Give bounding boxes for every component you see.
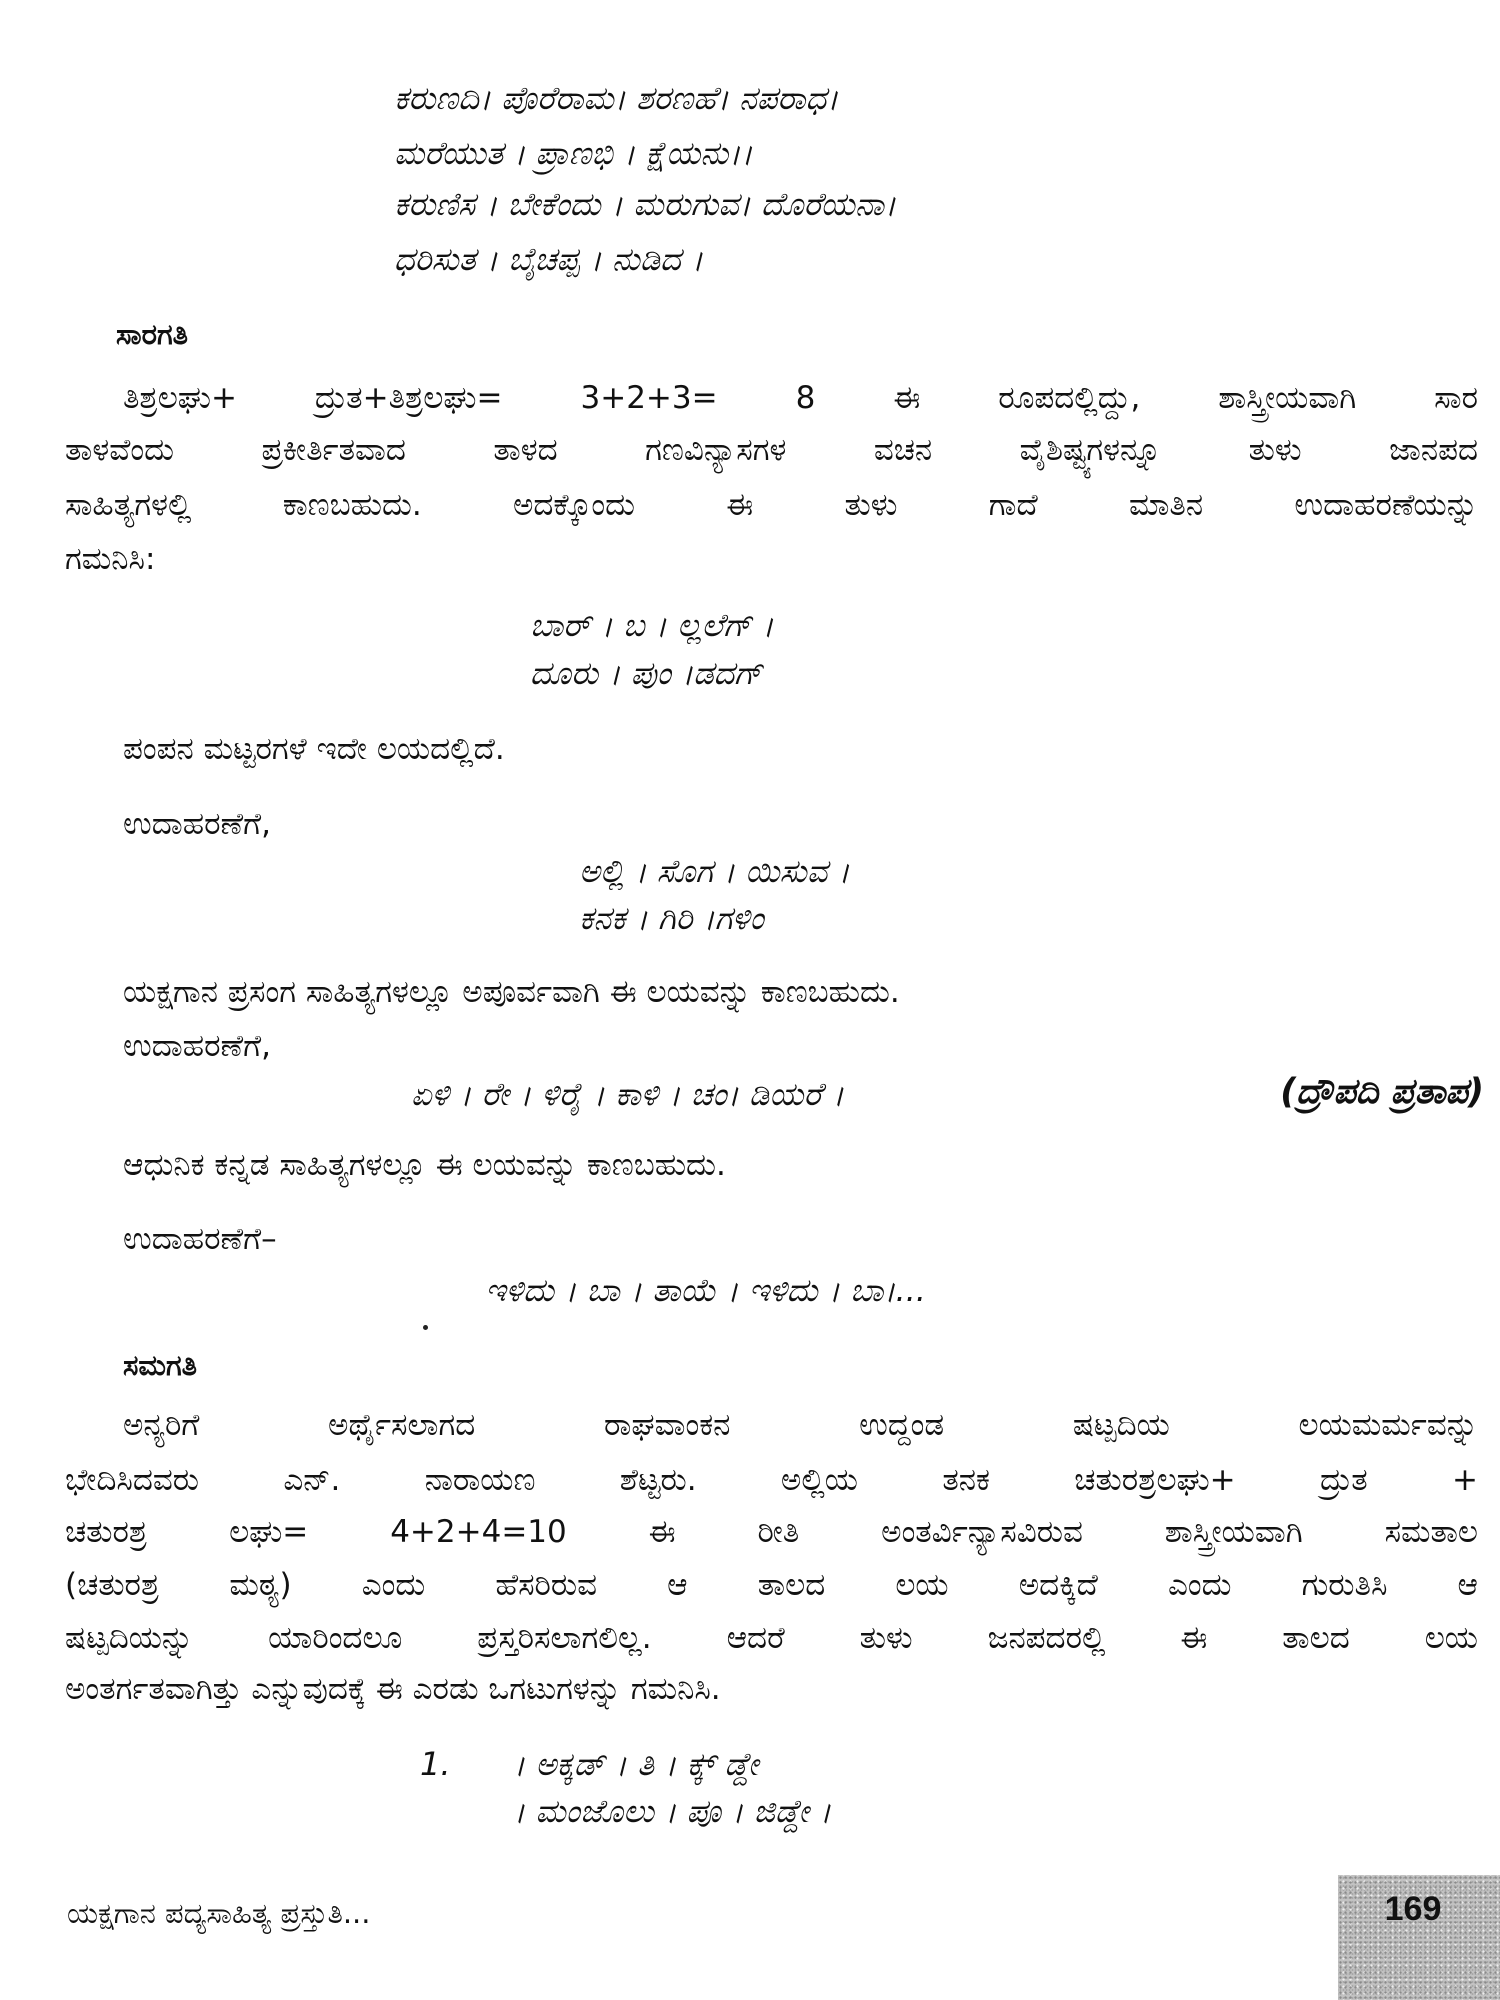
- paragraph-line: ಅನ್ಯರಿಗೆ ಅರ್ಥೈಸಲಾಗದ ರಾಘವಾಂಕನ ಉದ್ದಂಡ ಷಟ್ಪದಿಯ ಲಯಮರ್ಮವನ್ನು: [123, 1407, 1478, 1443]
- riddle-line: । ಅಕ್ಕಡ್ । ತಿ । ಕ್ಕ್ ಡ್ದೇ: [513, 1745, 759, 1783]
- paragraph-line: ಭೇದಿಸಿದವರು ಎನ್. ನಾರಾಯಣ ಶೆಟ್ಟರು. ಅಲ್ಲಿಯ ತನಕ ಚತುರಶ್ರಲಘು+ ದ್ರುತ +: [65, 1462, 1478, 1498]
- yakshagana-verse: ಏಳಿ । ರೇ । ಳಿರೈ । ಕಾಳಿ । ಚಂ। ಡಿಯರೆ ।: [411, 1075, 845, 1113]
- verse-line: ಕನಕ । ಗಿರಿ ।ಗಳಿಂ: [579, 899, 764, 937]
- opening-verse-line: ಮರೆಯುತ । ಪ್ರಾಣಭಿ । ಕ್ಷೆಯನು।।: [394, 134, 753, 172]
- riddle-line: । ಮಂಜೊಲು । ಪೂ । ಜಿಡ್ದೇ ।: [513, 1792, 832, 1830]
- paragraph-line: ಸಾಹಿತ್ಯಗಳಲ್ಲಿ ಕಾಣಬಹುದು. ಅದಕ್ಕೊಂದು ಈ ತುಳು ಗಾದೆ ಮಾತಿನ ಉದಾಹರಣೆಯನ್ನು: [65, 487, 1478, 523]
- pampa-note: ಪಂಪನ ಮಟ್ಟರಗಳೆ ಇದೇ ಲಯದಲ್ಲಿದೆ.: [123, 731, 505, 767]
- example-label: ಉದಾಹರಣೆಗೆ–: [123, 1221, 277, 1257]
- opening-verse-line: ಕರುಣಿಸ । ಬೇಕೆಂದು । ಮರುಗುವ। ದೊರೆಯನಾ।: [394, 185, 897, 223]
- page-number: 169: [1384, 1890, 1442, 1928]
- paragraph-line: (ಚತುರಶ್ರ ಮಠ್ಯ) ಎಂದು ಹೆಸರಿರುವ ಆ ತಾಲದ ಲಯ ಅದಕ್ಕಿದೆ ಎಂದು ಗುರುತಿಸಿ ಆ: [65, 1567, 1478, 1603]
- paragraph-line: ಅಂತರ್ಗತವಾಗಿತ್ತು ಎನ್ನುವುದಕ್ಕೆ ಈ ಎರಡು ಒಗಟುಗಳನ್ನು ಗಮನಿಸಿ.: [65, 1671, 721, 1707]
- ink-speck: [423, 1325, 428, 1330]
- yakshagana-note: ಯಕ್ಷಗಾನ ಪ್ರಸಂಗ ಸಾಹಿತ್ಯಗಳಲ್ಲೂ ಅಪೂರ್ವವಾಗಿ ಈ ಲಯವನ್ನು ಕಾಣಬಹುದು.: [123, 974, 900, 1010]
- modern-verse: ಇಳಿದು । ಬಾ । ತಾಯೆ । ಇಳಿದು । ಬಾ।...: [485, 1271, 926, 1309]
- opening-verse-line: ಧರಿಸುತ । ಬೈಚಪ್ಪ । ನುಡಿದ ।: [394, 240, 704, 278]
- opening-verse-line: ಕರುಣದಿ। ಪೊರೆರಾಮ। ಶರಣಹೆ। ನಪರಾಧ।: [394, 79, 839, 117]
- paragraph-line: ಚತುರಶ್ರ ಲಘು= 4+2+4=10 ಈ ರೀತಿ ಅಂತರ್ವಿನ್ಯಾಸವಿರುವ ಶಾಸ್ತ್ರೀಯವಾಗಿ ಸಮತಾಲ: [65, 1514, 1478, 1550]
- example-label: ಉದಾಹರಣೆಗೆ,: [123, 806, 271, 842]
- modern-note: ಆಧುನಿಕ ಕನ್ನಡ ಸಾಹಿತ್ಯಗಳಲ್ಲೂ ಈ ಲಯವನ್ನು ಕಾಣಬಹುದು.: [123, 1147, 726, 1183]
- verse-line: ಅಲ್ಲಿ । ಸೊಗ । ಯಿಸುವ ।: [579, 852, 850, 890]
- section-heading: ಸಮಗತಿ: [123, 1348, 198, 1382]
- running-footer: ಯಕ್ಷಗಾನ ಪದ್ಯಸಾಹಿತ್ಯ ಪ್ರಸ್ತುತಿ...: [67, 1896, 371, 1930]
- page-number-box: [1338, 1875, 1500, 2000]
- example-label: ಉದಾಹರಣೆಗೆ,: [123, 1028, 271, 1064]
- paragraph-line: ಗಮನಿಸಿ:: [65, 541, 156, 577]
- proverb-line: ಬಾರ್ । ಬ । ಲ್ಲಲೆಗ್ ।: [530, 606, 774, 644]
- riddle-number: 1.: [420, 1745, 451, 1783]
- paragraph-line: ತಿಶ್ರಲಘು+ ದ್ರುತ+ತಿಶ್ರಲಘು= 3+2+3= 8 ಈ ರೂಪದಲ್ಲಿದ್ದು, ಶಾಸ್ತ್ರೀಯವಾಗಿ ಸಾರ: [123, 380, 1478, 416]
- section-heading: ಸಾರಗತಿ: [116, 317, 189, 351]
- source-citation: (ದ್ರೌಪದಿ ಪ್ರತಾಪ): [1280, 1072, 1484, 1112]
- proverb-line: ದೂರು । ಪುಂ ।ಡದಗ್: [530, 654, 762, 692]
- paragraph-line: ತಾಳವೆಂದು ಪ್ರಕೀರ್ತಿತವಾದ ತಾಳದ ಗಣವಿನ್ಯಾಸಗಳ ವಚನ ವೈಶಿಷ್ಟ್ಯಗಳನ್ನೂ ತುಳು ಜಾನಪದ: [65, 432, 1478, 468]
- paragraph-line: ಷಟ್ಪದಿಯನ್ನು ಯಾರಿಂದಲೂ ಪ್ರಸ್ತರಿಸಲಾಗಲಿಲ್ಲ. ಆದರೆ ತುಳು ಜನಪದರಲ್ಲಿ ಈ ತಾಲದ ಲಯ: [65, 1620, 1478, 1656]
